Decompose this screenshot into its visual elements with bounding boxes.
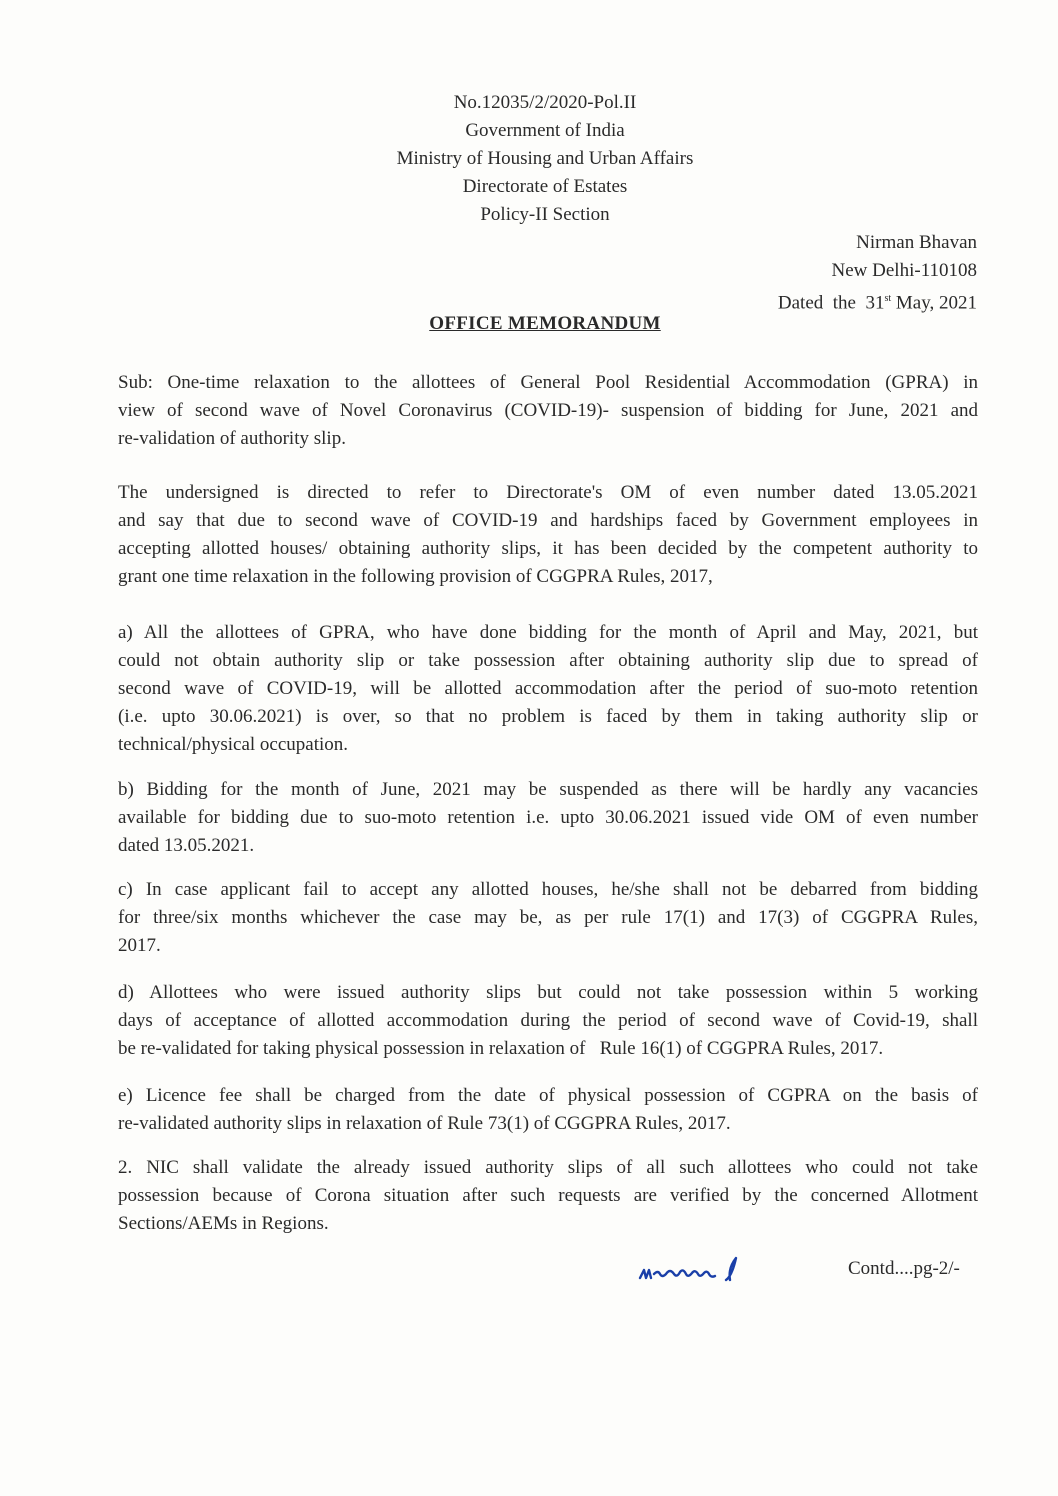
date-prefix: Dated the 31 xyxy=(777,292,885,314)
paragraph-1-line: view of second wave of Novel Coronavirus (COVID-19)- suspension of bidding for June, 2021 and xyxy=(118,400,978,421)
paragraph-6-line: d) Allottees who were issued authority slips but could not take possession within 5 working xyxy=(118,982,978,1003)
memo-title xyxy=(0,313,1058,335)
date-suffix: May, 2021 xyxy=(891,292,977,314)
ministry-name: Ministry of Housing and Urban Affairs xyxy=(396,148,694,169)
government-name: Government of India xyxy=(465,120,625,141)
paragraph-1-line: re-validation of authority slip. xyxy=(118,428,346,449)
file-number: No.12035/2/2020-Pol.II xyxy=(453,92,637,113)
paragraph-2-line: and say that due to second wave of COVID-19 and hardships faced by Government employees in xyxy=(118,510,978,531)
continued-note: Contd....pg-2/- xyxy=(848,1258,960,1279)
paragraph-4-line: dated 13.05.2021. xyxy=(118,835,255,856)
paragraph-2-line: The undersigned is directed to refer to Directorate's OM of even number dated 13.05.2021 xyxy=(118,482,978,503)
paragraph-3-line: technical/physical occupation. xyxy=(118,734,349,755)
paragraph-5-line: 2017. xyxy=(118,935,161,956)
date-sup: st xyxy=(884,293,892,304)
paragraph-4-line: b) Bidding for the month of June, 2021 may be suspended as there will be hardly any vacancies xyxy=(118,779,978,800)
paragraph-7-line: e) Licence fee shall be charged from the date of physical possession of CGPRA on the basis of xyxy=(118,1085,978,1106)
paragraph-5-line: for three/six months whichever the case may be, as per rule 17(1) and 17(3) of CGGPRA Rules, xyxy=(118,907,978,928)
memo-title-text: OFFICE MEMORANDUM xyxy=(429,313,661,334)
paragraph-8-line: possession because of Corona situation after such requests are verified by the concerned Allotment xyxy=(118,1185,978,1206)
signature-scribble-icon xyxy=(636,1252,746,1288)
paragraph-3-line: second wave of COVID-19, will be allotted accommodation after the period of suo-moto retention xyxy=(118,678,978,699)
paragraph-2-line: grant one time relaxation in the following provision of CGGPRA Rules, 2017, xyxy=(118,566,713,587)
paragraph-4-line: available for bidding due to suo-moto retention i.e. upto 30.06.2021 issued vide OM of even number xyxy=(118,807,978,828)
paragraph-3-line: could not obtain authority slip or take possession after obtaining authority slip due to spread of xyxy=(118,650,978,671)
paragraph-5-line: c) In case applicant fail to accept any allotted houses, he/she shall not be debarred from bidding xyxy=(118,879,978,900)
section-name: Policy-II Section xyxy=(480,204,610,225)
address-building: Nirman Bhavan xyxy=(856,232,977,253)
paragraph-7-line: re-validated authority slips in relaxation of Rule 73(1) of CGGPRA Rules, 2017. xyxy=(118,1113,731,1134)
paragraph-3-line: (i.e. upto 30.06.2021) is over, so that no problem is faced by them in taking authority slip or xyxy=(118,706,978,727)
paragraph-1-line: Sub: One-time relaxation to the allottees of General Pool Residential Accommodation (GPRA) in xyxy=(118,372,978,393)
paragraph-6-line: days of acceptance of allotted accommodation during the period of second wave of Covid-19, shall xyxy=(118,1010,978,1031)
directorate-name: Directorate of Estates xyxy=(462,176,628,197)
address-city: New Delhi-110108 xyxy=(831,260,977,281)
paragraph-3-line: a) All the allottees of GPRA, who have done bidding for the month of April and May, 2021, but xyxy=(118,622,978,643)
paragraph-8-line: Sections/AEMs in Regions. xyxy=(118,1213,329,1234)
paragraph-8-line: 2. NIC shall validate the already issued authority slips of all such allottees who could not take xyxy=(118,1157,978,1178)
paragraph-2-line: accepting allotted houses/ obtaining authority slips, it has been decided by the competent authority to xyxy=(118,538,978,559)
signature xyxy=(636,1252,746,1293)
paragraph-6-line: be re-validated for taking physical possession in relaxation of Rule 16(1) of CGGPRA Rules, 2017. xyxy=(118,1038,884,1059)
